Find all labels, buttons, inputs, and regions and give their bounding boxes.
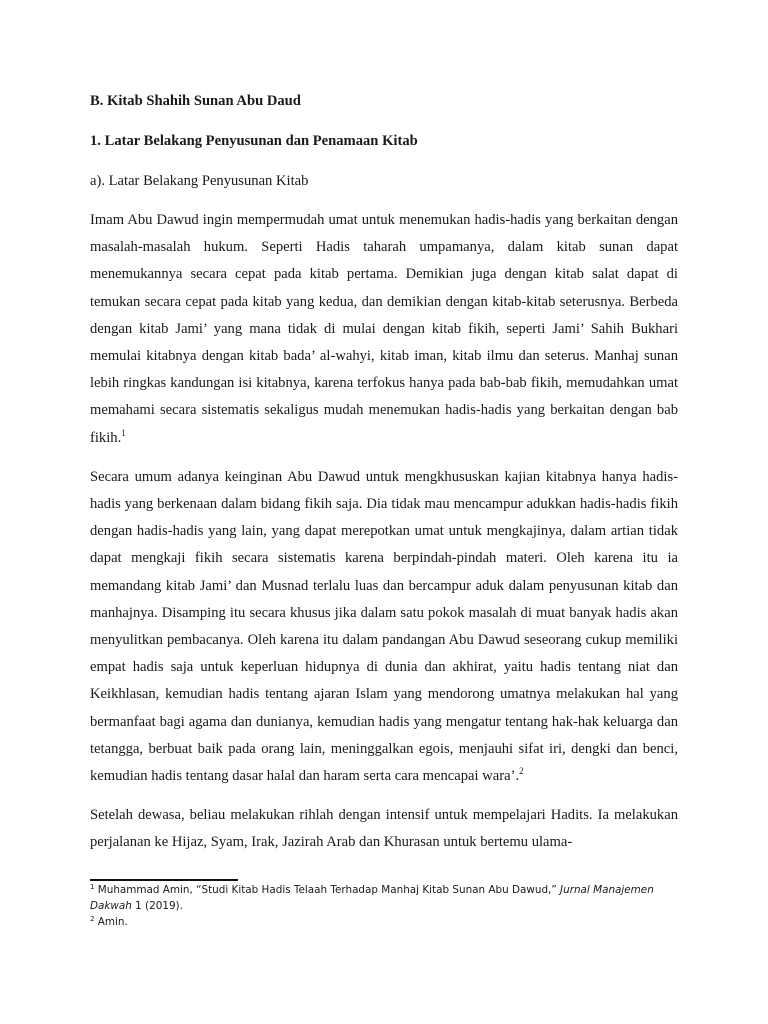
footnote-1-text: Muhammad Amin, “Studi Kitab Hadis Telaah Terhadap Manhaj Kitab Sunan Abu Dawud,”	[94, 884, 561, 896]
section-heading: B. Kitab Shahih Sunan Abu Daud	[90, 93, 301, 109]
subsection-heading: 1. Latar Belakang Penyusunan dan Penamaan Kitab	[90, 133, 418, 149]
paragraph-1	[90, 207, 678, 452]
footnote-2-text: Amin.	[94, 916, 128, 928]
footnote-2-number: 2	[90, 915, 95, 923]
footnotes	[90, 882, 678, 930]
paragraph-2	[90, 464, 678, 790]
footnote-1	[90, 882, 678, 914]
footnote-separator	[90, 879, 238, 881]
footnote-ref-1[interactable]: 1	[121, 427, 126, 438]
footnote-2	[90, 914, 678, 930]
footnote-ref-2[interactable]: 2	[519, 766, 524, 777]
footnote-1-citation: 1 (2019).	[131, 900, 183, 912]
paragraph-3-text: Setelah dewasa, beliau melakukan rihlah dengan intensif untuk mempelajari Hadits. Ia melakukan perjalanan ke Hijaz, Syam, Irak, Jazirah Arab dan Khurasan untuk bertemu ulama-	[90, 807, 678, 851]
paragraph-3	[90, 802, 678, 856]
document-body	[90, 88, 678, 869]
paragraph-1-text: Imam Abu Dawud ingin mempermudah umat untuk menemukan hadis-hadis yang berkaitan dengan masalah-masalah hukum. Seperti Hadis taharah umpamanya, dalam kitab sunan dapat menemukannya secara cepat pada kitab pertama. Demikian juga dengan kitab salat dapat di temukan secara cepat pada kitab yang kedua, dan demikian dengan kitab-kitab seterusnya. Berbeda dengan kitab Jami’ yang mana tidak di mulai dengan kitab fikih, seperti Jami’ Sahih Bukhari memulai kitabnya dengan kitab bada’ al-wahyi, kitab iman, kitab ilmu dan seterus. Manhaj sunan lebih ringkas kandungan isi kitabnya, karena terfokus hanya pada bab-bab fikih, memudahkan umat memahami secara sistematis sekaligus mudah menemukan hadis-hadis yang berkaitan dengan bab fikih.	[90, 212, 678, 446]
footnote-1-journal: Jurnal Manajemen Dakwah	[90, 884, 654, 912]
sub-subsection-heading: a). Latar Belakang Penyusunan Kitab	[90, 173, 309, 189]
footnote-1-number: 1	[90, 883, 95, 891]
paragraph-2-text: Secara umum adanya keinginan Abu Dawud untuk mengkhususkan kajian kitabnya hanya hadis-hadis yang berkenaan dalam bidang fikih saja. Dia tidak mau mencampur adukkan hadis-hadis fikih dengan hadis-hadis yang lain, yang dapat merepotkan umat untuk mengkajinya, dalam artian tidak dapat mengkaji fikih secara sistematis karena berpindah-pindah materi. Oleh karena itu ia memandang kitab Jami’ dan Musnad terlalu luas dan bercampur aduk dalam penyusunan kitab dan manhajnya. Disamping itu secara khusus jika dalam satu pokok masalah di muat banyak hadis akan menyulitkan pembacanya. Oleh karena itu dalam pandangan Abu Dawud seseorang cukup memiliki empat hadis saja untuk keperluan hidupnya di dunia dan akhirat, yaitu hadis tentang niat dan Keikhlasan, kemudian hadis tentang ajaran Islam yang mendorong umatnya melakukan hal yang bermanfaat bagi agama dan dunianya, kemudian hadis yang mengatur tentang hak-hak keluarga dan tetangga, berbuat baik pada orang lain, meninggalkan egois, menjauhi sifat iri, dengki dan benci, kemudian hadis tentang dasar halal dan haram serta cara mencapai wara’.	[90, 468, 678, 785]
